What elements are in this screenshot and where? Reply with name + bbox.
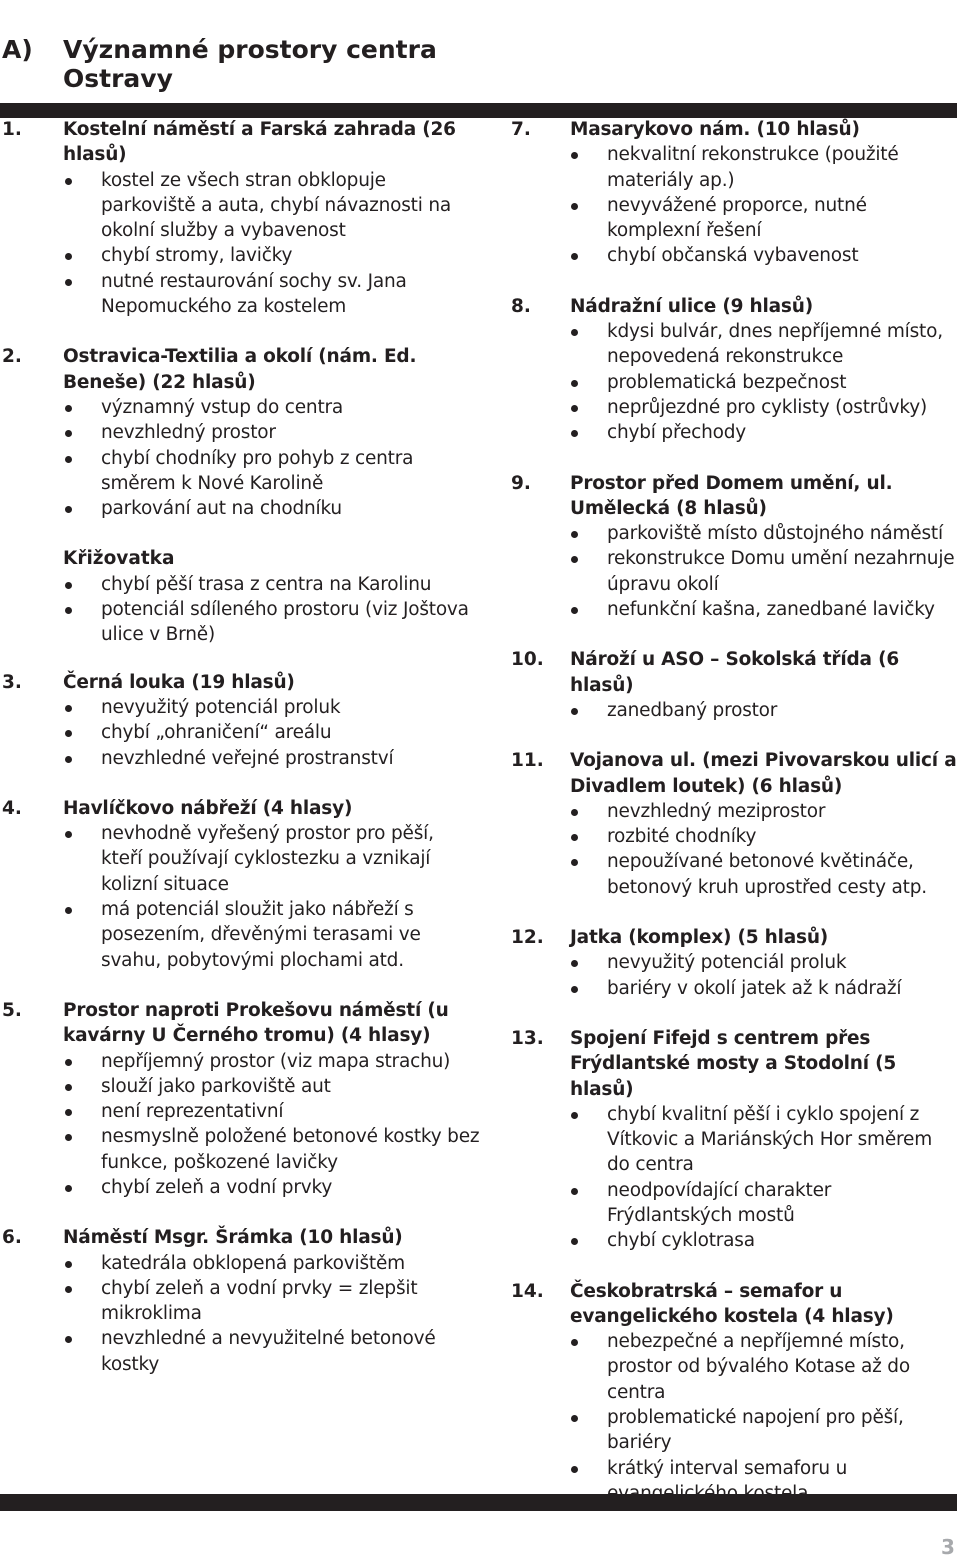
bullet-item: parkoviště místo důstojného náměstí [607,521,960,546]
bullet-item: krátký interval semaforu u [607,1456,960,1507]
bullet-item: problematická bezpečnost [607,370,960,395]
bullet-item: nekvalitní rekonstrukce (použité materiály ap.) [607,142,960,193]
section-number: 13. [511,1027,544,1049]
section-3 [0,670,480,771]
section-10 [508,647,960,723]
section-11 [508,748,960,900]
page-number: 3 [941,1535,955,1559]
section-title: Prostor naproti Prokešovu náměstí (u kavárny U Černého tromu) (4 hlasy) [63,999,449,1047]
section-title: Vojanova ul. (mezi Pivovarskou ulicí a Divadlem loutek) (6 hlasů) [570,750,957,797]
bullet-list [0,821,480,973]
section-9 [508,471,960,623]
section-number: 8. [511,295,531,317]
heading-label: A) [2,35,33,64]
bullet-item: chybí zeleň a vodní prvky [101,1175,480,1200]
bullet-item: nevzhledný meziprostor [607,799,960,824]
bullet-list [508,698,960,723]
bullet-item: nevyvážené proporce, nutné komplexní řešení [607,193,960,244]
bullet-item: chybí cyklotrasa [607,1228,960,1253]
bullet-list [508,1329,960,1506]
bullet-item: kostel ze všech stran obklopuje parkoviště a auta, chybí návaznosti na okolní služby a vybavenost [101,168,480,244]
bullet-item: nutné restaurování sochy sv. Jana Nepomuckého za kostelem [101,269,480,320]
bullet-item: potenciál sdíleného prostoru (viz Joštova ulice v Brně) [101,597,480,648]
section-title: Spojení Fifejd s centrem přes Frýdlantské mosty a Stodolní (5 hlasů) [570,1027,897,1100]
bullet-list [0,572,480,648]
bullet-item: nefunkční kašna, zanedbané lavičky [607,597,960,622]
bullet-item: chybí stromy, lavičky [101,243,480,268]
section-number: 6. [2,1227,22,1249]
bullet-item: chybí přechody [607,420,960,445]
right-column [508,117,960,1531]
section-title: Nároží u ASO – Sokolská třída (6 hlasů) [570,649,899,696]
bullet-list [0,1049,480,1201]
bullet-item: nevyužitý potenciál proluk [607,950,960,975]
section-number: 7. [511,119,531,140]
bullet-item: významný vstup do centra [101,395,480,420]
bullet-list [508,521,960,622]
bullet-list [508,950,960,1001]
section-title: Ostravica-Textilia a okolí (nám. Ed. Beneše) (22 hlasů) [63,346,417,393]
section-number: 12. [511,927,544,949]
bullet-item: nevzhledné a nevyužitelné betonové kostky [101,1326,480,1377]
section-title: Havlíčkovo nábřeží (4 hlasy) [63,797,353,819]
bullet-item: nevzhledný prostor [101,420,480,445]
section-number: 2. [2,346,22,368]
section-title: Náměstí Msgr. Šrámka (10 hlasů) [63,1227,403,1249]
section-1 [0,117,480,319]
bullet-item: katedrála obklopená parkovištěm [101,1251,480,1276]
bottom-divider-bar [0,1494,957,1511]
section-12 [508,925,960,1001]
bullet-item: nepoužívané betonové květináče, betonový kruh uprostřed cesty atp. [607,849,960,900]
section-number: 3. [2,671,22,693]
bullet-item: parkování aut na chodníku [101,496,480,521]
bullet-item: rozbité chodníky [607,824,960,849]
section-title: Českobratrská – semafor u evangelického kostela (4 hlasy) [570,1280,894,1327]
top-divider-bar [0,103,957,118]
section-number: 14. [511,1280,544,1302]
bullet-item: neodpovídající charakter Frýdlantských mostů [607,1178,960,1229]
section-number: 10. [511,649,544,671]
bullet-list [0,168,480,320]
bullet-item: kdysi bulvár, dnes nepříjemné místo, nepovedená rekonstrukce [607,319,960,370]
bullet-list [0,695,480,771]
bullet-item: chybí pěší trasa z centra na Karolinu [101,572,480,597]
bullet-item: nebezpečné a nepříjemné místo, prostor od bývalého Kotase až do centra [607,1329,960,1405]
section-6 [0,1225,480,1377]
section-title: Prostor před Domem umění, ul. Umělecká (8 hlasů) [570,472,893,519]
bullet-item: zanedbaný prostor [607,698,960,723]
section-subheading: Křižovatka [63,548,175,570]
bullet-list [508,1102,960,1254]
bullet-item: nevzhledné veřejné prostranství [101,746,480,771]
bullet-item: chybí kvalitní pěší i cyklo spojení z Vítkovic a Mariánských Hor směrem do centra [607,1102,960,1178]
bullet-item: chybí „ohraničení“ areálu [101,720,480,745]
section-number: 4. [2,797,22,819]
section-title: Masarykovo nám. (10 hlasů) [570,119,860,140]
left-column [0,117,480,1402]
section-5 [0,998,480,1200]
bullet-item: chybí chodníky pro pohyb z centra směrem k Nové Karolině [101,446,480,497]
section-2 [0,344,480,647]
bullet-item: chybí zeleň a vodní prvky = zlepšit mikroklima [101,1276,480,1327]
bullet-item: nevhodně vyřešený prostor pro pěší, kteří používají cyklostezku a vznikají kolizní situace [101,821,480,897]
section-14 [508,1279,960,1507]
bullet-item: nesmyslně položené betonové kostky bez funkce, poškozené lavičky [101,1124,480,1175]
section-7 [508,117,960,269]
section-title: Jatka (komplex) (5 hlasů) [570,927,829,949]
section-title: Černá louka (19 hlasů) [63,671,295,693]
bullet-item: chybí občanská vybavenost [607,243,960,268]
bullet-list [0,1251,480,1377]
bullet-item: není reprezentativní [101,1099,480,1124]
section-number: 11. [511,750,544,772]
bullet-list [508,799,960,900]
bullet-item: bariéry v okolí jatek až k nádraží [607,976,960,1001]
section-number: 9. [511,472,531,494]
bullet-list [508,142,960,268]
bullet-item: neprůjezdné pro cyklisty (ostrůvky) [607,395,960,420]
section-title: Nádražní ulice (9 hlasů) [570,295,813,317]
bullet-item: nepříjemný prostor (viz mapa strachu) [101,1049,480,1074]
section-number: 1. [2,119,22,140]
section-4 [0,796,480,973]
bullet-item: rekonstrukce Domu umění nezahrnuje úpravu okolí [607,546,960,597]
spacer [0,521,480,546]
section-13 [508,1026,960,1254]
bullet-item: slouží jako parkoviště aut [101,1074,480,1099]
section-8 [508,294,960,446]
bullet-item: problematické napojení pro pěší, bariéry [607,1405,960,1456]
section-number: 5. [2,999,22,1021]
bullet-item: má potenciál sloužit jako nábřeží s posezením, dřevěnými terasami ve svahu, pobytovými plochami atd. [101,897,480,973]
bullet-list [508,319,960,445]
section-title: Kostelní náměstí a Farská zahrada (26 hlasů) [63,119,456,166]
heading-title: Významné prostory centra Ostravy [63,35,437,93]
bullet-list [0,395,480,521]
bullet-item: nevyužitý potenciál proluk [101,695,480,720]
